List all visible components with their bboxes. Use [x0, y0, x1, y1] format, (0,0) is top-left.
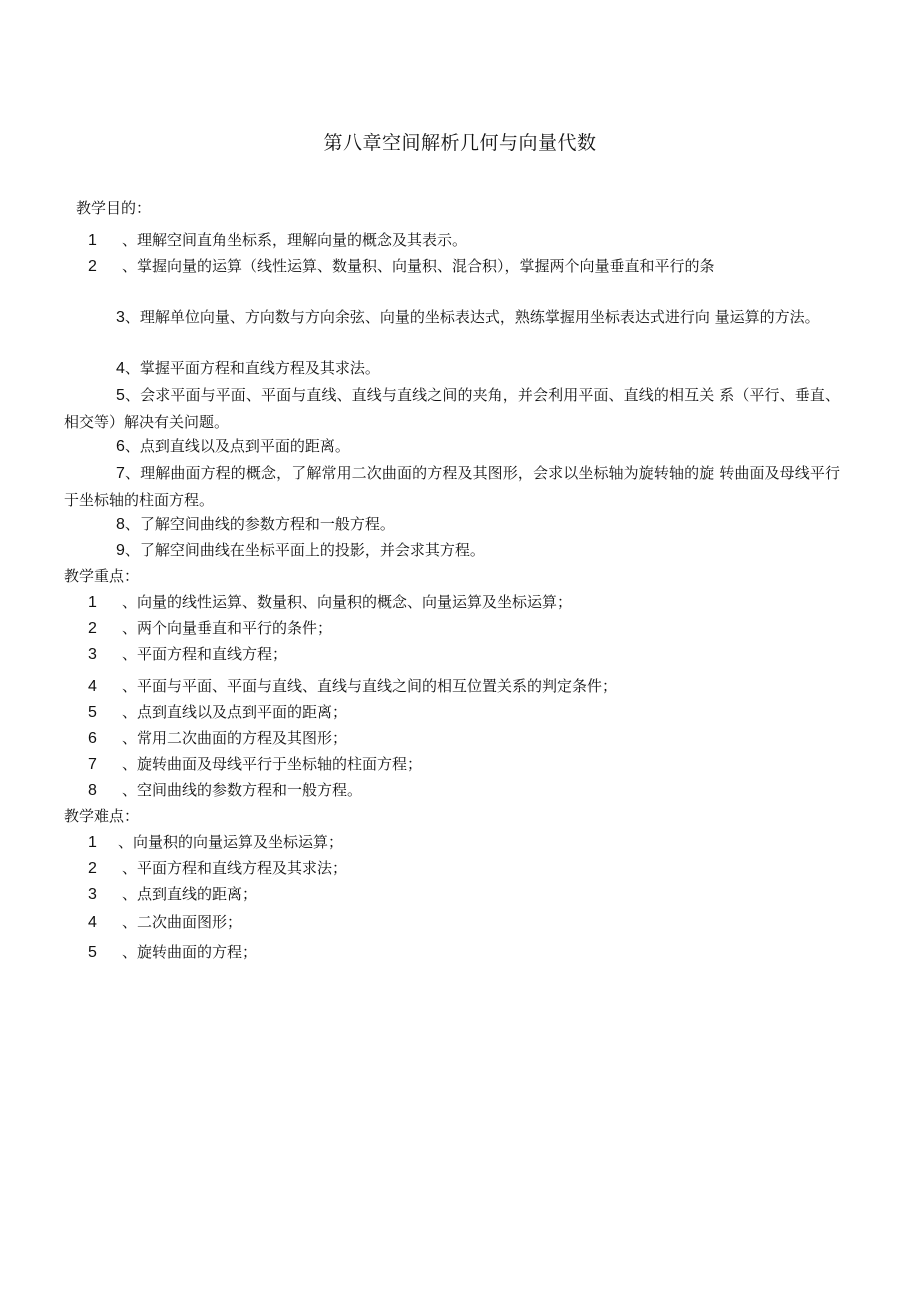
item-number: 4 [116, 360, 125, 377]
difficulty-item [88, 884, 257, 905]
item-text: 、平面方程和直线方程； [122, 645, 288, 663]
item-text: 、掌握向量的运算（线性运算、数量积、向量积、混合积），掌握两个向量垂直和平行的条 [122, 257, 715, 275]
key-point-item [88, 728, 347, 749]
objective-item [116, 358, 380, 379]
item-text: 、了解空间曲线在坐标平面上的投影，并会求其方程。 [124, 541, 485, 559]
key-point-item [88, 702, 347, 723]
item-number: 7 [116, 465, 125, 482]
difficulty-item [88, 912, 242, 933]
item-number: 2 [88, 258, 97, 275]
item-text: 、二次曲面图形； [122, 913, 243, 931]
item-text: 、旋转曲面的方程； [122, 943, 258, 961]
item-text: 、旋转曲面及母线平行于坐标轴的柱面方程； [122, 755, 423, 773]
item-number: 7 [88, 756, 97, 773]
difficulties-heading: 教学难点： [64, 807, 140, 825]
objective-item [64, 460, 840, 513]
objective-item [64, 382, 840, 435]
item-number: 8 [116, 516, 125, 533]
item-text: 、点到直线以及点到平面的距离。 [124, 437, 350, 455]
item-text: 、向量积的向量运算及坐标运算； [118, 833, 344, 851]
objective-item [88, 230, 467, 251]
key-point-item [88, 618, 332, 639]
item-number: 2 [88, 620, 97, 637]
page-title: 第八章空间解析几何与向量代数 [323, 132, 597, 154]
item-text: 、理解曲面方程的概念，了解常用二次曲面的方程及其图形，会求以坐标轴为旋转轴的旋 转曲面及母线平行于坐标轴的柱面方程。 [64, 464, 840, 509]
item-number: 3 [88, 646, 97, 663]
item-text: 、点到直线以及点到平面的距离； [122, 703, 348, 721]
item-number: 3 [116, 309, 125, 326]
key-point-item [88, 644, 287, 665]
item-text: 、常用二次曲面的方程及其图形； [122, 729, 348, 747]
item-text: 、平面与平面、平面与直线、直线与直线之间的相互位置关系的判定条件； [122, 677, 618, 695]
objective-item [116, 436, 350, 457]
item-text: 、掌握平面方程和直线方程及其求法。 [124, 359, 380, 377]
item-text: 、理解空间直角坐标系，理解向量的概念及其表示。 [122, 231, 468, 249]
item-number: 5 [88, 704, 97, 721]
objective-item [116, 540, 485, 561]
objective-item [88, 256, 715, 277]
item-number: 6 [88, 730, 97, 747]
item-text: 、了解空间曲线的参数方程和一般方程。 [124, 515, 395, 533]
item-number: 6 [116, 438, 125, 455]
item-text: 、点到直线的距离； [122, 885, 258, 903]
key-point-item [88, 592, 572, 613]
item-number: 8 [88, 782, 97, 799]
item-text: 、两个向量垂直和平行的条件； [122, 619, 333, 637]
item-number: 1 [88, 594, 97, 611]
difficulty-item [88, 832, 343, 853]
item-number: 4 [88, 914, 97, 931]
difficulty-item [88, 942, 257, 963]
item-text: 、理解单位向量、方向数与方向余弦、向量的坐标表达式，熟练掌握用坐标表达式进行向 量运算的方法。 [124, 308, 820, 326]
item-text: 、空间曲线的参数方程和一般方程。 [122, 781, 363, 799]
item-number: 9 [116, 542, 125, 559]
item-number: 5 [116, 387, 125, 404]
item-text: 、向量的线性运算、数量积、向量积的概念、向量运算及坐标运算； [122, 593, 573, 611]
difficulty-item [88, 858, 347, 879]
key-point-item [88, 676, 617, 697]
item-number: 4 [88, 678, 97, 695]
key-point-item [88, 754, 422, 775]
item-number: 1 [88, 834, 97, 851]
item-number: 1 [88, 232, 97, 249]
item-number: 2 [88, 860, 97, 877]
item-text: 、平面方程和直线方程及其求法； [122, 859, 348, 877]
objective-item [64, 304, 840, 331]
item-number: 3 [88, 886, 97, 903]
key-points-heading: 教学重点： [64, 567, 140, 585]
item-number: 5 [88, 944, 97, 961]
item-text: 、会求平面与平面、平面与直线、直线与直线之间的夹角，并会利用平面、直线的相互关 系（平行、垂直、相交等）解决有关问题。 [64, 386, 840, 431]
objectives-heading: 教学目的： [76, 199, 152, 217]
key-point-item [88, 780, 362, 801]
objective-item [116, 514, 395, 535]
